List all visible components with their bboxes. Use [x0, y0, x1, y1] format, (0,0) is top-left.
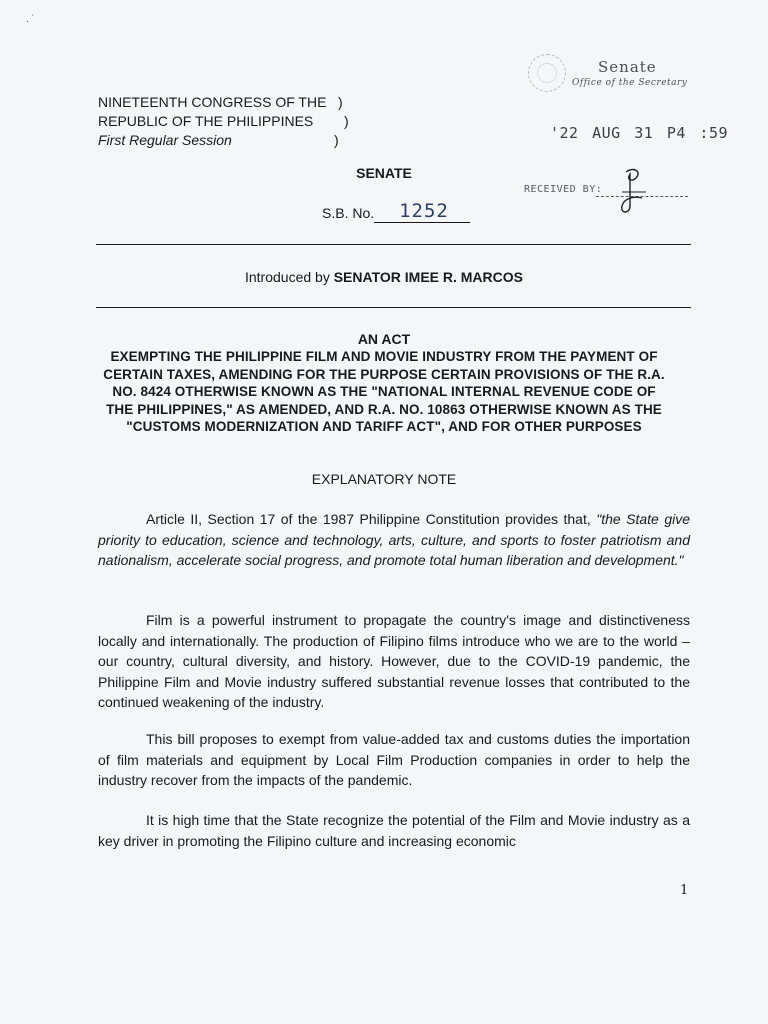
congress-header	[98, 93, 349, 150]
senate-label: SENATE	[356, 165, 412, 181]
divider-top	[96, 244, 691, 245]
sb-label: S.B. No.	[322, 205, 375, 221]
divider-bottom	[96, 307, 691, 308]
header-paren: )	[344, 113, 349, 129]
paragraph-constitution-lead: Article II, Section 17 of the 1987 Philippine Constitution provides that,	[146, 511, 597, 527]
introduced-prefix: Introduced by	[244, 269, 334, 285]
constitution-quote: "the State give priority to education, science and technology, arts, culture, and sports to foster patriotism and nationalism, accelerate social progress, and promote total human liberation and development."	[98, 511, 691, 568]
paragraph-constitution	[98, 509, 690, 571]
sb-number: 1252	[399, 200, 449, 222]
header-line-republic: REPUBLIC OF THE PHILIPPINES	[98, 113, 314, 129]
header-line-congress: NINETEENTH CONGRESS OF THE	[98, 94, 327, 110]
header-paren: )	[334, 132, 339, 148]
stamp-date: '22 AUG 31 P4 :59	[550, 124, 729, 142]
header-paren: )	[338, 94, 343, 110]
introduced-senator: SENATOR IMEE R. MARCOS	[333, 269, 523, 285]
header-line-session: First Regular Session	[98, 132, 232, 148]
explanatory-note-heading: EXPLANATORY NOTE	[311, 471, 457, 487]
paragraph-film-instrument: Film is a powerful instrument to propagate the country's image and distinctiveness locally and internationally. The production of Filipino films introduce who we are to the world – our country, cultural diversity, and history. However, due to the COVID-19 pandemic, the Philippine Film and Movie industry suffered substantial revenue losses that contributed to the continued weakening of the industry.	[98, 612, 690, 710]
stamp-office: Office of the Secretary	[572, 78, 688, 88]
page-number: 1	[680, 883, 689, 898]
act-heading: AN ACT	[357, 331, 411, 347]
act-title: EXEMPTING THE PHILIPPINE FILM AND MOVIE INDUSTRY FROM THE PAYMENT OF CERTAIN TAXES, AMENDING FOR THE PURPOSE CERTAIN PROVISIONS OF THE R.A. NO. 8424 OTHERWISE KNOWN AS THE "NATIONAL INTERNAL REVENUE CODE OF THE PHILIPPINES," AS AMENDED, AND R.A. NO. 10863 OTHERWISE KNOWN AS THE "CUSTOMS MODERNIZATION AND TARIFF ACT", AND FOR OTHER PURPOSES	[103, 349, 665, 435]
senate-seal-icon	[528, 54, 566, 92]
introduced-by	[0, 269, 768, 285]
sb-underline	[374, 222, 470, 223]
received-by-label: RECEIVED BY:	[524, 184, 603, 195]
paragraph-high-time: It is high time that the State recognize the potential of the Film and Movie industry as a key driver in promoting the Filipino culture and increasing economic	[98, 812, 690, 849]
stamp-title: Senate	[598, 58, 657, 76]
paragraph-bill-proposal: This bill proposes to exempt from value-added tax and customs duties the importation of film materials and equipment by Local Film Production companies in order to help the industry recover from the impacts of the pandemic.	[98, 731, 690, 788]
corner-marks: . ˙	[26, 14, 35, 25]
